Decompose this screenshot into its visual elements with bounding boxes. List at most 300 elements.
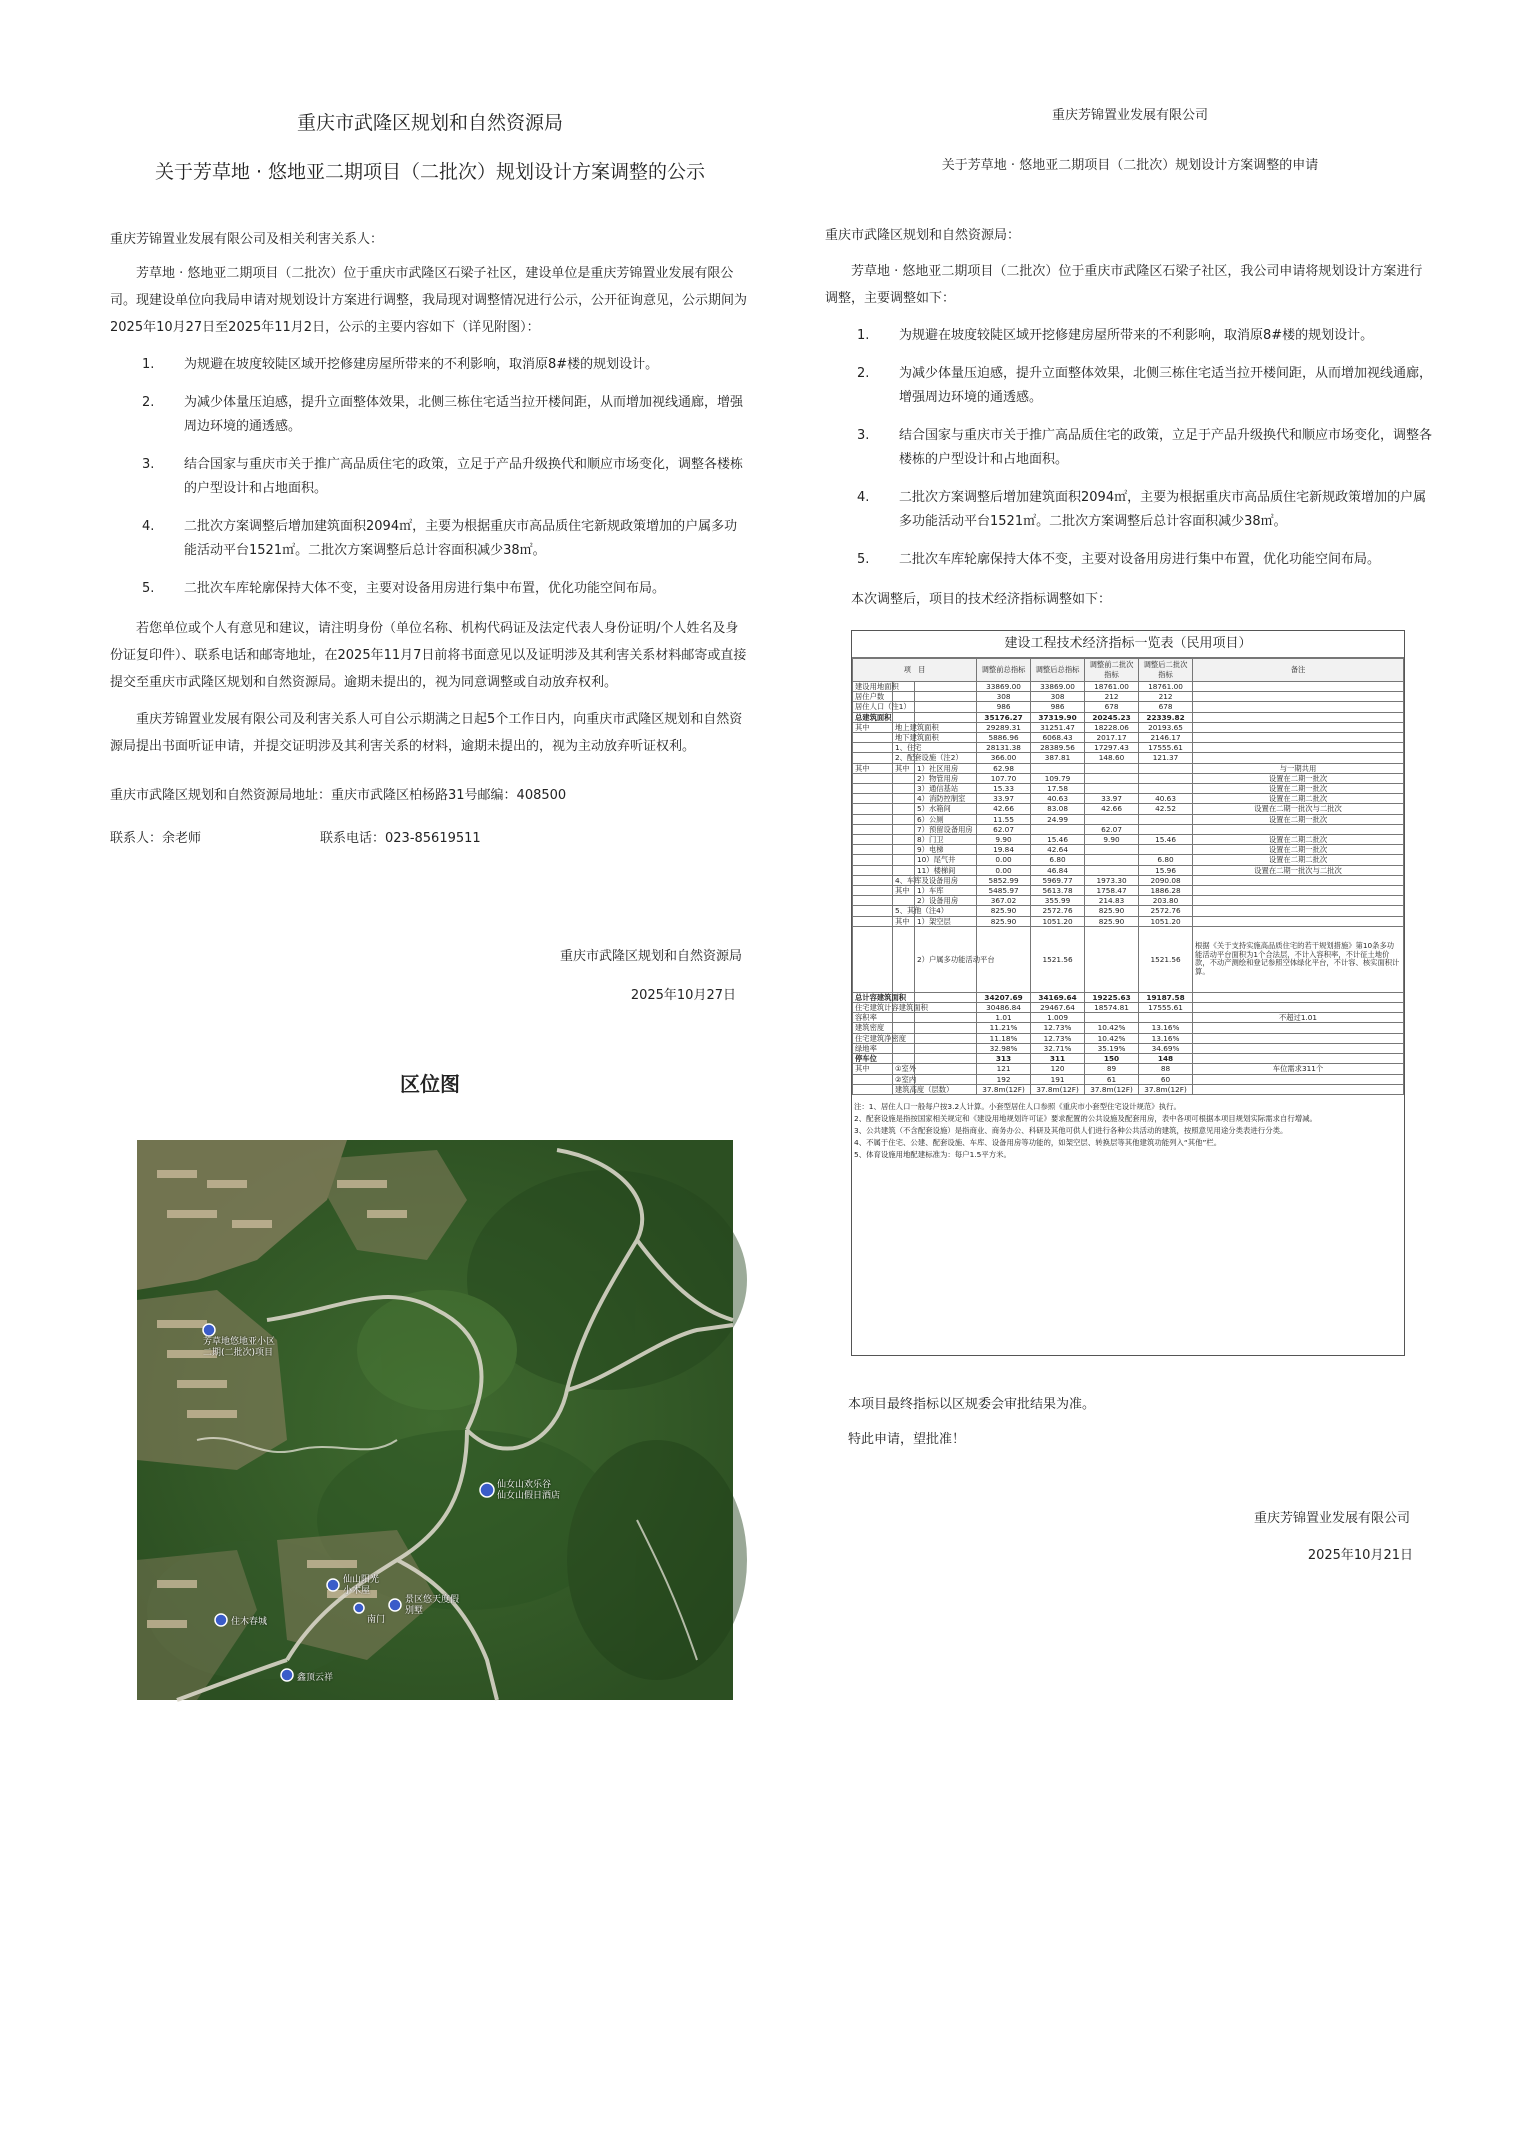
table-row [853,865,1404,875]
table-cell-note: 设置在二期一批次 [1193,773,1404,783]
table-cell-value: 17.58 [1031,784,1085,794]
table-cell-note [1193,1084,1404,1094]
table-cell-note [1193,1023,1404,1033]
table-cell-label [915,712,977,722]
table-cell-label: 绿地率 [853,1043,893,1053]
table-cell-value: 212 [1139,692,1193,702]
table-note: 4、不属于住宅、公建、配套设施、车库、设备用房等功能的，如架空层、转换层等其他建筑功能列入“其他”栏。 [854,1137,1222,1147]
table-cell-value: 19.84 [977,845,1031,855]
table-cell-label: 其中 [893,916,915,926]
table-cell-value: 31251.47 [1031,722,1085,732]
table-cell-note: 设置在二期二批次 [1193,794,1404,804]
list-item-text: 二批次车库轮廓保持大体不变，主要对设备用房进行集中布置，优化功能空间布局。 [899,552,1381,567]
table-cell-label [915,1074,977,1084]
table-cell-label: 3）通信基站 [915,784,977,794]
table-cell-value: 387.81 [1031,753,1085,763]
application-after-items: 本次调整后，项目的技术经济指标调整如下： [851,592,1112,607]
table-cell-label [853,1084,893,1094]
table-cell-value [1085,855,1139,865]
table-cell-value: 192 [977,1074,1031,1084]
table-cell-value: 34169.64 [1031,992,1085,1002]
table-cell-note [1193,1003,1404,1013]
table-cell-label [853,886,893,896]
table-cell-label: 总计容建筑面积 [853,992,893,1002]
table-cell-value: 121 [977,1064,1031,1074]
table-cell-note: 设置在二期二批次 [1193,855,1404,865]
table-header-cell: 调整前总指标 [977,659,1031,682]
table-row [853,992,1404,1002]
table-cell-label [893,814,915,824]
table-row [853,753,1404,763]
map-label: 景区悠天度假别墅 [405,1595,460,1616]
notice-intro: 芳草地 · 悠地亚二期项目（二批次）位于重庆市武隆区石梁子社区，建设单位是重庆芳锦置业发展有限公司。现建设单位向我局申请对规划设计方案进行调整，我局现对调整情况进行公示，公开征询意见，公示期间为2025年10月27日至2025年11月2日，公示的主要内容如下（详见附图）： [110,266,748,335]
table-cell-label [893,865,915,875]
table-row [853,722,1404,732]
table-cell-value: 6068.43 [1031,733,1085,743]
table-cell-value: 986 [977,702,1031,712]
table-cell-value: 32.71% [1031,1043,1085,1053]
table-cell-label: 居住户数 [853,692,893,702]
table-cell-value: 5613.78 [1031,886,1085,896]
table-cell-value: 15.46 [1031,835,1085,845]
table-cell-label [915,702,977,712]
table-row [853,886,1404,896]
table-row [853,1043,1404,1053]
table-cell-label: 居住人口（注1） [853,702,893,712]
table-row [853,1003,1404,1013]
list-item-text: 结合国家与重庆市关于推广高品质住宅的政策，立足于产品升级换代和顺应市场变化，调整各楼栋的户型设计和占地面积。 [184,457,744,496]
table-row [853,702,1404,712]
table-cell-value: 42.66 [977,804,1031,814]
table-cell-value: 42.64 [1031,845,1085,855]
table-cell-value: 11.18% [977,1033,1031,1043]
table-cell-value: 1521.56 [1139,926,1193,992]
table-cell-value: 107.70 [977,773,1031,783]
table-cell-value [1085,763,1139,773]
table-cell-note [1193,712,1404,722]
table-row [853,855,1404,865]
notice-address: 重庆市武隆区规划和自然资源局地址：重庆市武隆区柏杨路31号邮编：408500 [110,788,567,803]
table-cell-value [1085,1013,1139,1023]
table-cell-value: 5852.99 [977,875,1031,885]
table-cell-value: 825.90 [1085,916,1139,926]
table-cell-value: 203.80 [1139,896,1193,906]
table-row [853,926,1404,992]
list-item [142,577,750,601]
table-cell-value: 19187.58 [1139,992,1193,1002]
table-cell-label: 1）架空层 [915,916,977,926]
spec-table-notes [852,1095,1404,1161]
table-cell-label: 其中 [893,763,915,773]
table-cell-label [853,814,893,824]
table-cell-value: 35.19% [1085,1043,1139,1053]
table-cell-value: 5886.96 [977,733,1031,743]
table-cell-label: 容积率 [853,1013,893,1023]
table-cell-label: 其中 [853,1064,893,1074]
notice-contact [110,827,750,846]
notice-salutation: 重庆芳锦置业发展有限公司及相关利害关系人： [110,232,384,247]
table-cell-value: 2146.17 [1139,733,1193,743]
list-item [142,353,750,377]
table-cell-value: 18761.00 [1085,682,1139,692]
table-cell-note [1193,875,1404,885]
table-cell-value: 17297.43 [1085,743,1139,753]
table-cell-value: 89 [1085,1064,1139,1074]
list-item [857,324,1435,348]
contact-person: 联系人：余老师 [110,831,202,846]
list-item-number: 1. [857,328,870,343]
table-cell-value: 5485.97 [977,886,1031,896]
table-cell-label [893,1054,915,1064]
table-cell-value: 2572.76 [1139,906,1193,916]
list-item-text: 为规避在坡度较陡区域开挖修建房屋所带来的不利影响，取消原8#楼的规划设计。 [184,357,659,372]
table-cell-value: 1758.47 [1085,886,1139,896]
table-cell-label [853,733,893,743]
table-cell-value: 18228.06 [1085,722,1139,732]
table-cell-value: 12.73% [1031,1023,1085,1033]
table-cell-value [1031,824,1085,834]
table-cell-label [915,743,977,753]
table-cell-value: 308 [1031,692,1085,702]
table-cell-value: 37.8m(12F) [1139,1084,1193,1094]
table-cell-label [853,743,893,753]
table-cell-label [893,784,915,794]
table-cell-value: 29289.31 [977,722,1031,732]
table-cell-value: 13.16% [1139,1033,1193,1043]
table-cell-value: 61 [1085,1074,1139,1084]
table-cell-label: 1）车库 [915,886,977,896]
table-cell-value: 986 [1031,702,1085,712]
table-cell-value: 2090.08 [1139,875,1193,885]
spec-table [852,658,1404,1095]
table-row [853,814,1404,824]
table-cell-value: 150 [1085,1054,1139,1064]
table-cell-value: 19225.63 [1085,992,1139,1002]
table-cell-label: 建筑密度 [853,1023,893,1033]
table-cell-value: 33869.00 [977,682,1031,692]
table-row [853,773,1404,783]
table-cell-value: 1.009 [1031,1013,1085,1023]
map-marker-icon [203,1324,215,1336]
map-title: 区位图 [400,1072,460,1096]
table-row [853,824,1404,834]
list-item-text: 结合国家与重庆市关于推广高品质住宅的政策，立足于产品升级换代和顺应市场变化，调整各楼栋的户型设计和占地面积。 [899,428,1433,467]
table-cell-label [893,824,915,834]
table-cell-value: 1886.28 [1139,886,1193,896]
table-cell-value: 120 [1031,1064,1085,1074]
table-header-cell: 备注 [1193,659,1404,682]
table-cell-label [893,855,915,865]
application-signer: 重庆芳锦置业发展有限公司 [1253,1511,1410,1526]
table-cell-note [1193,733,1404,743]
table-cell-value: 29467.64 [1031,1003,1085,1013]
table-row [853,845,1404,855]
table-cell-note: 设置在二期一批次 [1193,814,1404,824]
table-cell-label [853,824,893,834]
table-cell-value: 22339.82 [1139,712,1193,722]
table-cell-note [1193,916,1404,926]
table-cell-value: 311 [1031,1054,1085,1064]
table-cell-label: 2）设备用房 [915,896,977,906]
table-cell-note [1193,1074,1404,1084]
table-cell-label [915,1054,977,1064]
table-cell-value: 20193.65 [1139,722,1193,732]
application-company-header: 重庆芳锦置业发展有限公司 [1051,108,1208,123]
table-cell-value: 33.97 [977,794,1031,804]
table-cell-value: 60 [1139,1074,1193,1084]
table-row [853,784,1404,794]
table-cell-value: 1521.56 [1031,926,1085,992]
table-cell-note: 设置在二期二批次 [1193,835,1404,845]
table-cell-value: 37.8m(12F) [977,1084,1031,1094]
table-cell-value [1139,1013,1193,1023]
table-cell-label [893,692,915,702]
table-cell-note: 不超过1.01 [1193,1013,1404,1023]
table-row [853,804,1404,814]
list-item-text: 为规避在坡度较陡区域开挖修建房屋所带来的不利影响，取消原8#楼的规划设计。 [899,328,1374,343]
notice-hearing-paragraph: 重庆芳锦置业发展有限公司及利害关系人可自公示期满之日起5个工作日内，向重庆市武隆区规划和自然资源局提出书面听证申请，并提交证明涉及其利害关系的材料，逾期未提出的，视为主动放弃听证权利。 [110,712,743,754]
table-cell-value: 214.83 [1085,896,1139,906]
table-cell-value: 40.63 [1031,794,1085,804]
table-cell-note: 根据《关于支持实施高品质住宅的若干规划措施》第10条多功能活动平台面积为1个合法层，不计入容积率，不计征土地价款，不动产测绘和登记参照空体绿化平台，不计容、核实面积计算。 [1193,926,1404,992]
table-cell-label: 1）社区用房 [915,763,977,773]
table-cell-label [893,712,915,722]
table-cell-label: 2）物管用房 [915,773,977,783]
table-cell-value: 28131.38 [977,743,1031,753]
table-cell-note [1193,692,1404,702]
map-label: 鑫顶云祥 [297,1673,334,1683]
table-cell-note: 设置在二期一批次与二批次 [1193,865,1404,875]
table-row [853,733,1404,743]
table-cell-value [1139,814,1193,824]
table-cell-value: 28389.56 [1031,743,1085,753]
table-cell-value: 17555.61 [1139,743,1193,753]
list-item [142,391,750,439]
table-cell-label [853,1074,893,1084]
table-cell-label [893,896,915,906]
map-label: 仙女山欢乐谷 仙女山假日酒店 [497,1480,561,1501]
application-salutation: 重庆市武隆区规划和自然资源局： [825,228,1021,243]
table-cell-value: 148.60 [1085,753,1139,763]
application-body [825,222,1435,613]
table-cell-label: 其中 [893,886,915,896]
table-cell-value: 18761.00 [1139,682,1193,692]
table-row [853,692,1404,702]
table-cell-label: ①室外 [893,1064,915,1074]
table-cell-value: 2017.17 [1085,733,1139,743]
table-cell-value [1139,824,1193,834]
table-cell-label [893,1013,915,1023]
table-cell-value: 212 [1085,692,1139,702]
list-item-text: 二批次方案调整后增加建筑面积2094㎡，主要为根据重庆市高品质住宅新规政策增加的户属多功能活动平台1521㎡。二批次方案调整后总计容面积减少38㎡。 [184,519,738,558]
application-subject: 关于芳草地 · 悠地亚二期项目（二批次）规划设计方案调整的申请 [941,158,1319,173]
application-final-note: 本项目最终指标以区规委会审批结果为准。 [848,1397,1096,1412]
table-row [853,763,1404,773]
list-item [857,424,1435,472]
table-cell-value: 1051.20 [1031,916,1085,926]
table-note: 5、体育设施用地配建标准为：每户1.5平方米。 [854,1149,1011,1159]
table-cell-label [915,1043,977,1053]
map-label: 南门 [367,1615,386,1625]
table-cell-value: 6.80 [1139,855,1193,865]
table-cell-label [915,992,977,1002]
table-cell-label: 地上建筑面积 [893,722,915,732]
map-label: 住木春城 [231,1617,268,1627]
table-row [853,896,1404,906]
table-row [853,1013,1404,1023]
table-cell-value: 42.66 [1085,804,1139,814]
table-cell-label: 11）楼梯间 [915,865,977,875]
table-cell-value [1031,763,1085,773]
application-date: 2025年10月21日 [1307,1548,1413,1563]
list-item [142,515,750,563]
table-cell-note [1193,753,1404,763]
table-note: 2、配套设施是指按国家相关规定和《建设用地规划许可证》要求配置的公共设施及配套用房，表中各项可根据本项目规划实际需求自行增减。 [854,1113,1317,1123]
table-cell-label: 10）尾气井 [915,855,977,865]
table-cell-value: 34207.69 [977,992,1031,1002]
list-item-text: 为减少体量压迫感，提升立面整体效果，北侧三栋住宅适当拉开楼间距，从而增加视线通廊，增强周边环境的通透感。 [184,395,744,434]
table-cell-value: 1051.20 [1139,916,1193,926]
table-cell-value: 34.69% [1139,1043,1193,1053]
notice-date: 2025年10月27日 [630,988,736,1003]
table-cell-value: 10.42% [1085,1033,1139,1043]
table-row [853,875,1404,885]
table-cell-value: 15.96 [1139,865,1193,875]
table-cell-label [893,773,915,783]
table-cell-note [1193,682,1404,692]
list-item-number: 4. [142,519,155,534]
table-cell-value: 62.98 [977,763,1031,773]
table-cell-label [915,682,977,692]
table-cell-value: 5969.77 [1031,875,1085,885]
table-cell-label: 5、其他（注4） [893,906,915,916]
table-cell-label [893,794,915,804]
list-item-number: 3. [142,457,155,472]
table-cell-value: 6.80 [1031,855,1085,865]
table-cell-value: 2572.76 [1031,906,1085,916]
table-cell-value: 1.01 [977,1013,1031,1023]
table-cell-label: 其中 [853,763,893,773]
table-cell-value [1085,784,1139,794]
notice-title: 重庆市武隆区规划和自然资源局 [296,112,563,134]
table-cell-value: 42.52 [1139,804,1193,814]
list-item [857,548,1435,572]
table-cell-note [1193,906,1404,916]
table-cell-label [853,804,893,814]
table-cell-note [1193,722,1404,732]
table-cell-value: 18574.81 [1085,1003,1139,1013]
table-cell-label: 8）门卫 [915,835,977,845]
table-cell-label [893,1043,915,1053]
table-cell-value: 121.37 [1139,753,1193,763]
table-cell-label: 4）消防控制室 [915,794,977,804]
map-label: 仙山阳光 小木屋 [343,1575,380,1596]
table-cell-value: 15.46 [1139,835,1193,845]
list-item [142,453,750,501]
list-item-number: 3. [857,428,870,443]
table-cell-value: 24.99 [1031,814,1085,824]
list-item-text: 二批次车库轮廓保持大体不变，主要对设备用房进行集中布置，优化功能空间布局。 [184,581,666,596]
table-cell-value: 313 [977,1054,1031,1064]
table-cell-note [1193,702,1404,712]
notice-subtitle: 关于芳草地 · 悠地亚二期项目（二批次）规划设计方案调整的公示 [154,161,706,183]
table-cell-label [853,875,893,885]
table-cell-note [1193,1043,1404,1053]
table-cell-note: 设置在二期一批次与二批次 [1193,804,1404,814]
table-cell-label [893,1023,915,1033]
table-cell-label [853,896,893,906]
table-cell-label [853,906,893,916]
table-row [853,1064,1404,1074]
table-cell-label: 2）户属多功能活动平台 [915,926,977,992]
list-item [857,486,1435,534]
table-cell-label: 住宅建筑净密度 [853,1033,893,1043]
table-cell-label [893,926,915,992]
table-cell-value: 37319.90 [1031,712,1085,722]
table-cell-label [915,692,977,702]
table-cell-value: 33.97 [1085,794,1139,804]
table-cell-value [1085,926,1139,992]
table-cell-value [1139,784,1193,794]
table-cell-label: 9）电梯 [915,845,977,855]
table-header-cell: 调整后总指标 [1031,659,1085,682]
notice-item-list [142,353,750,601]
table-cell-label [915,1064,977,1074]
table-cell-label [893,835,915,845]
table-cell-value: 109.79 [1031,773,1085,783]
table-row [853,916,1404,926]
table-cell-value: 11.55 [977,814,1031,824]
table-cell-value: 12.73% [1031,1033,1085,1043]
table-cell-value: 46.84 [1031,865,1085,875]
table-row [853,1084,1404,1094]
table-cell-value: 13.16% [1139,1023,1193,1033]
table-cell-value: 191 [1031,1074,1085,1084]
table-cell-value: 62.07 [1085,824,1139,834]
notice-signer: 重庆市武隆区规划和自然资源局 [559,949,742,964]
table-cell-value: 366.00 [977,753,1031,763]
table-cell-value: 15.33 [977,784,1031,794]
table-cell-value: 32.98% [977,1043,1031,1053]
table-cell-value: 17555.61 [1139,1003,1193,1013]
table-cell-value [1085,773,1139,783]
table-cell-label: 住宅建筑计容建筑面积 [853,1003,893,1013]
table-cell-value: 1973.30 [1085,875,1139,885]
table-cell-value [1085,814,1139,824]
table-cell-label: ②室内 [893,1074,915,1084]
list-item-text: 为减少体量压迫感，提升立面整体效果，北侧三栋住宅适当拉开楼间距，从而增加视线通廊，增强周边环境的通透感。 [899,366,1433,405]
table-cell-value: 148 [1139,1054,1193,1064]
table-note: 3、公共建筑（不含配套设施）是指商业、商务办公、科研及其他可供人们进行各种公共活动的建筑，按照意见用途分类表进行分类。 [854,1125,1288,1135]
table-cell-label: 总建筑面积 [853,712,893,722]
table-cell-value: 825.90 [1085,906,1139,916]
table-cell-value: 35176.27 [977,712,1031,722]
table-cell-note: 车位需求311个 [1193,1064,1404,1074]
notice-body [110,226,750,846]
table-cell-label [853,916,893,926]
table-cell-value: 9.90 [1085,835,1139,845]
table-row [853,1033,1404,1043]
location-map [137,1140,733,1700]
table-cell-label [915,1023,977,1033]
table-cell-note [1193,743,1404,753]
table-cell-label: 1、住宅 [893,743,915,753]
table-cell-value [1085,865,1139,875]
table-cell-value: 30486.84 [977,1003,1031,1013]
table-cell-label: 7）预留设备用房 [915,824,977,834]
table-cell-value: 825.90 [977,916,1031,926]
table-cell-value [1085,845,1139,855]
